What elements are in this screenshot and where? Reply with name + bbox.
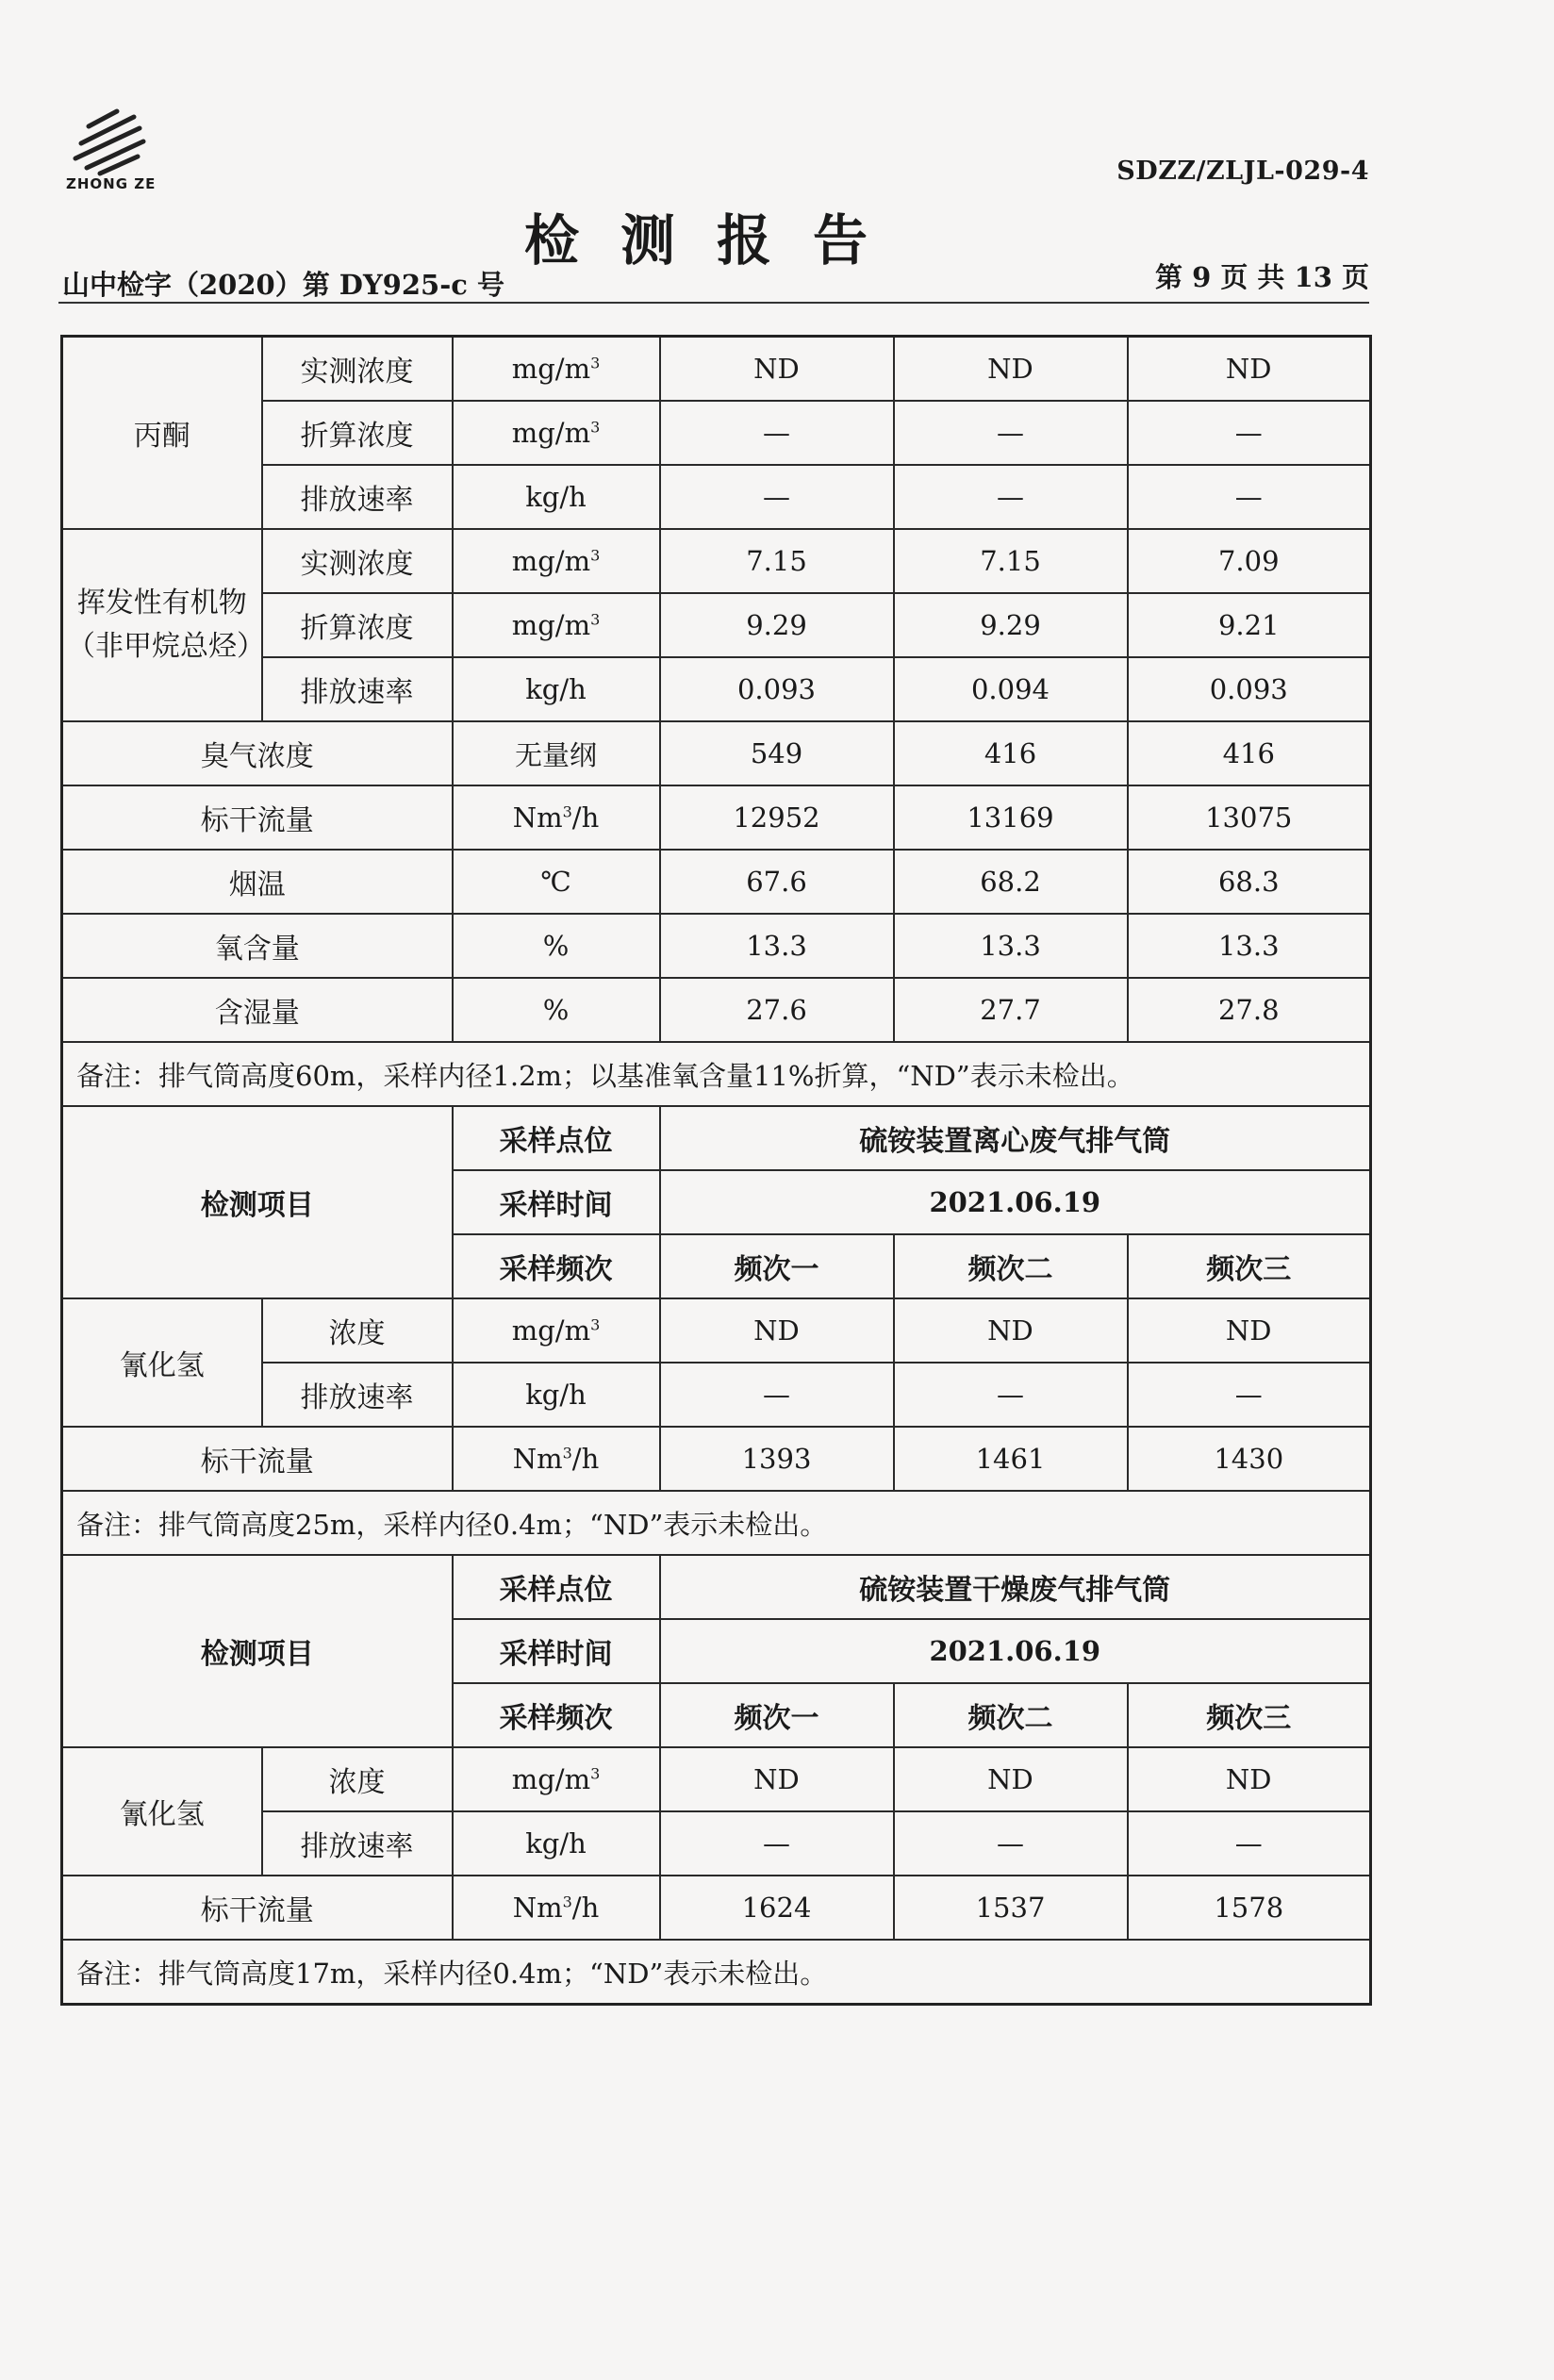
table-row: [62, 1106, 1371, 1170]
value-cell: ND: [1128, 337, 1371, 402]
value-cell: ND: [894, 1298, 1128, 1363]
param-name: 标干流量: [62, 785, 453, 850]
value-cell: 12952: [660, 785, 894, 850]
page-title: 检测报告: [523, 208, 909, 273]
value-cell: 7.15: [660, 529, 894, 593]
value-cell: 27.8: [1128, 978, 1371, 1042]
unit-cell: kg/h: [453, 1811, 660, 1876]
unit-cell: $mg/m^3$: [453, 337, 660, 402]
value-cell: 1537: [894, 1876, 1128, 1940]
unit-cell: Nm$^3$/h: [453, 785, 660, 850]
sampling-time: 2021.06.19: [660, 1619, 1371, 1683]
value-cell: 1461: [894, 1427, 1128, 1491]
remark: 备注：排气筒高度17m，采样内径0.4m；“ND”表示未检出。: [62, 1940, 1371, 2005]
value-cell: 27.6: [660, 978, 894, 1042]
param-name: 实测浓度: [262, 529, 453, 593]
value-cell: ND: [660, 1298, 894, 1363]
param-name: 排放速率: [262, 657, 453, 721]
unit-cell: $mg/m^3$: [453, 1298, 660, 1363]
results-table: [60, 335, 1372, 2006]
param-name: 排放速率: [262, 465, 453, 529]
page-number: 第 9 页 共 13 页: [1154, 261, 1369, 293]
value-cell: —: [1128, 1363, 1371, 1427]
value-cell: —: [660, 465, 894, 529]
freq-label: 采样频次: [453, 1683, 660, 1747]
unit-cell: %: [453, 914, 660, 978]
param-name: 氧含量: [62, 914, 453, 978]
value-cell: 1624: [660, 1876, 894, 1940]
param-name: 实测浓度: [262, 337, 453, 402]
value-cell: 9.29: [894, 593, 1128, 657]
table-row: [62, 1747, 1371, 1811]
time-label: 采样时间: [453, 1619, 660, 1683]
param-name: 臭气浓度: [62, 721, 453, 785]
value-cell: 7.15: [894, 529, 1128, 593]
unit-cell: kg/h: [453, 657, 660, 721]
freq-cell: 频次三: [1128, 1234, 1371, 1298]
unit-cell: Nm$^3$/h: [453, 1876, 660, 1940]
unit-cell: kg/h: [453, 1363, 660, 1427]
table-row: [62, 1427, 1371, 1491]
value-cell: 416: [1128, 721, 1371, 785]
value-cell: 68.3: [1128, 850, 1371, 914]
value-cell: 13169: [894, 785, 1128, 850]
value-cell: —: [1128, 1811, 1371, 1876]
value-cell: 9.29: [660, 593, 894, 657]
freq-label: 采样频次: [453, 1234, 660, 1298]
table-row: [62, 337, 1371, 402]
unit-cell: $mg/m^3$: [453, 1747, 660, 1811]
table-row: [62, 1555, 1371, 1619]
value-cell: —: [894, 1811, 1128, 1876]
time-label: 采样时间: [453, 1170, 660, 1234]
unit-cell: ℃: [453, 850, 660, 914]
pollutant-name: 氰化氢: [62, 1747, 262, 1876]
value-cell: 0.094: [894, 657, 1128, 721]
table-row: [62, 1298, 1371, 1363]
freq-cell: 频次一: [660, 1683, 894, 1747]
value-cell: 1393: [660, 1427, 894, 1491]
table-row: [62, 529, 1371, 593]
unit-cell: $mg/m^3$: [453, 593, 660, 657]
sampling-point: 硫铵装置离心废气排气筒: [660, 1106, 1371, 1170]
unit-cell: %: [453, 978, 660, 1042]
param-name: 折算浓度: [262, 401, 453, 465]
param-name: 排放速率: [262, 1811, 453, 1876]
unit-cell: $mg/m^3$: [453, 529, 660, 593]
report-number: 山中检字（2020）第 DY925-c 号: [62, 269, 504, 301]
value-cell: 13075: [1128, 785, 1371, 850]
value-cell: —: [660, 1811, 894, 1876]
remark: 备注：排气筒高度25m，采样内径0.4m；“ND”表示未检出。: [62, 1491, 1371, 1555]
param-name: 浓度: [262, 1298, 453, 1363]
value-cell: 416: [894, 721, 1128, 785]
unit-cell: kg/h: [453, 465, 660, 529]
value-cell: ND: [660, 337, 894, 402]
value-cell: —: [660, 401, 894, 465]
value-cell: 13.3: [660, 914, 894, 978]
value-cell: —: [660, 1363, 894, 1427]
value-cell: 13.3: [894, 914, 1128, 978]
value-cell: ND: [1128, 1747, 1371, 1811]
value-cell: 1578: [1128, 1876, 1371, 1940]
value-cell: ND: [894, 337, 1128, 402]
value-cell: ND: [1128, 1298, 1371, 1363]
table-row: [62, 1940, 1371, 2005]
freq-cell: 频次一: [660, 1234, 894, 1298]
point-label: 采样点位: [453, 1555, 660, 1619]
unit-cell: $mg/m^3$: [453, 401, 660, 465]
table-row: [62, 1876, 1371, 1940]
point-label: 采样点位: [453, 1106, 660, 1170]
param-name: 排放速率: [262, 1363, 453, 1427]
value-cell: —: [1128, 465, 1371, 529]
table-row: [62, 914, 1371, 978]
unit-cell: 无量纲: [453, 721, 660, 785]
logo-text: ZHONG ZE: [66, 175, 157, 192]
value-cell: 27.7: [894, 978, 1128, 1042]
value-cell: 68.2: [894, 850, 1128, 914]
value-cell: —: [894, 1363, 1128, 1427]
value-cell: —: [1128, 401, 1371, 465]
freq-cell: 频次三: [1128, 1683, 1371, 1747]
param-name: 浓度: [262, 1747, 453, 1811]
sampling-point: 硫铵装置干燥废气排气筒: [660, 1555, 1371, 1619]
table-row: [62, 1042, 1371, 1106]
results-table-wrapper: [60, 335, 1369, 2006]
remark: 备注：排气筒高度60m，采样内径1.2m；以基准氧含量11%折算，“ND”表示未检出。: [62, 1042, 1371, 1106]
item-label: 检测项目: [62, 1555, 453, 1747]
value-cell: 0.093: [1128, 657, 1371, 721]
table-row: [62, 1491, 1371, 1555]
param-name: 标干流量: [62, 1427, 453, 1491]
sampling-time: 2021.06.19: [660, 1170, 1371, 1234]
table-row: [62, 721, 1371, 785]
value-cell: —: [894, 465, 1128, 529]
header-divider: [58, 302, 1369, 304]
param-name: 含湿量: [62, 978, 453, 1042]
value-cell: 549: [660, 721, 894, 785]
value-cell: 1430: [1128, 1427, 1371, 1491]
param-name: 烟温: [62, 850, 453, 914]
param-name: 标干流量: [62, 1876, 453, 1940]
value-cell: 9.21: [1128, 593, 1371, 657]
pollutant-name: 挥发性有机物（非甲烷总烃）: [62, 529, 262, 721]
value-cell: —: [894, 401, 1128, 465]
value-cell: 0.093: [660, 657, 894, 721]
item-label: 检测项目: [62, 1106, 453, 1298]
table-row: [62, 785, 1371, 850]
pollutant-name: 氰化氢: [62, 1298, 262, 1427]
table-row: [62, 978, 1371, 1042]
value-cell: 67.6: [660, 850, 894, 914]
table-row: [62, 850, 1371, 914]
pollutant-name: 丙酮: [62, 337, 262, 530]
freq-cell: 频次二: [894, 1234, 1128, 1298]
freq-cell: 频次二: [894, 1683, 1128, 1747]
value-cell: 7.09: [1128, 529, 1371, 593]
unit-cell: Nm$^3$/h: [453, 1427, 660, 1491]
document-code: SDZZ/ZLJL-029-4: [1116, 157, 1369, 186]
param-name: 折算浓度: [262, 593, 453, 657]
value-cell: ND: [894, 1747, 1128, 1811]
value-cell: 13.3: [1128, 914, 1371, 978]
value-cell: ND: [660, 1747, 894, 1811]
